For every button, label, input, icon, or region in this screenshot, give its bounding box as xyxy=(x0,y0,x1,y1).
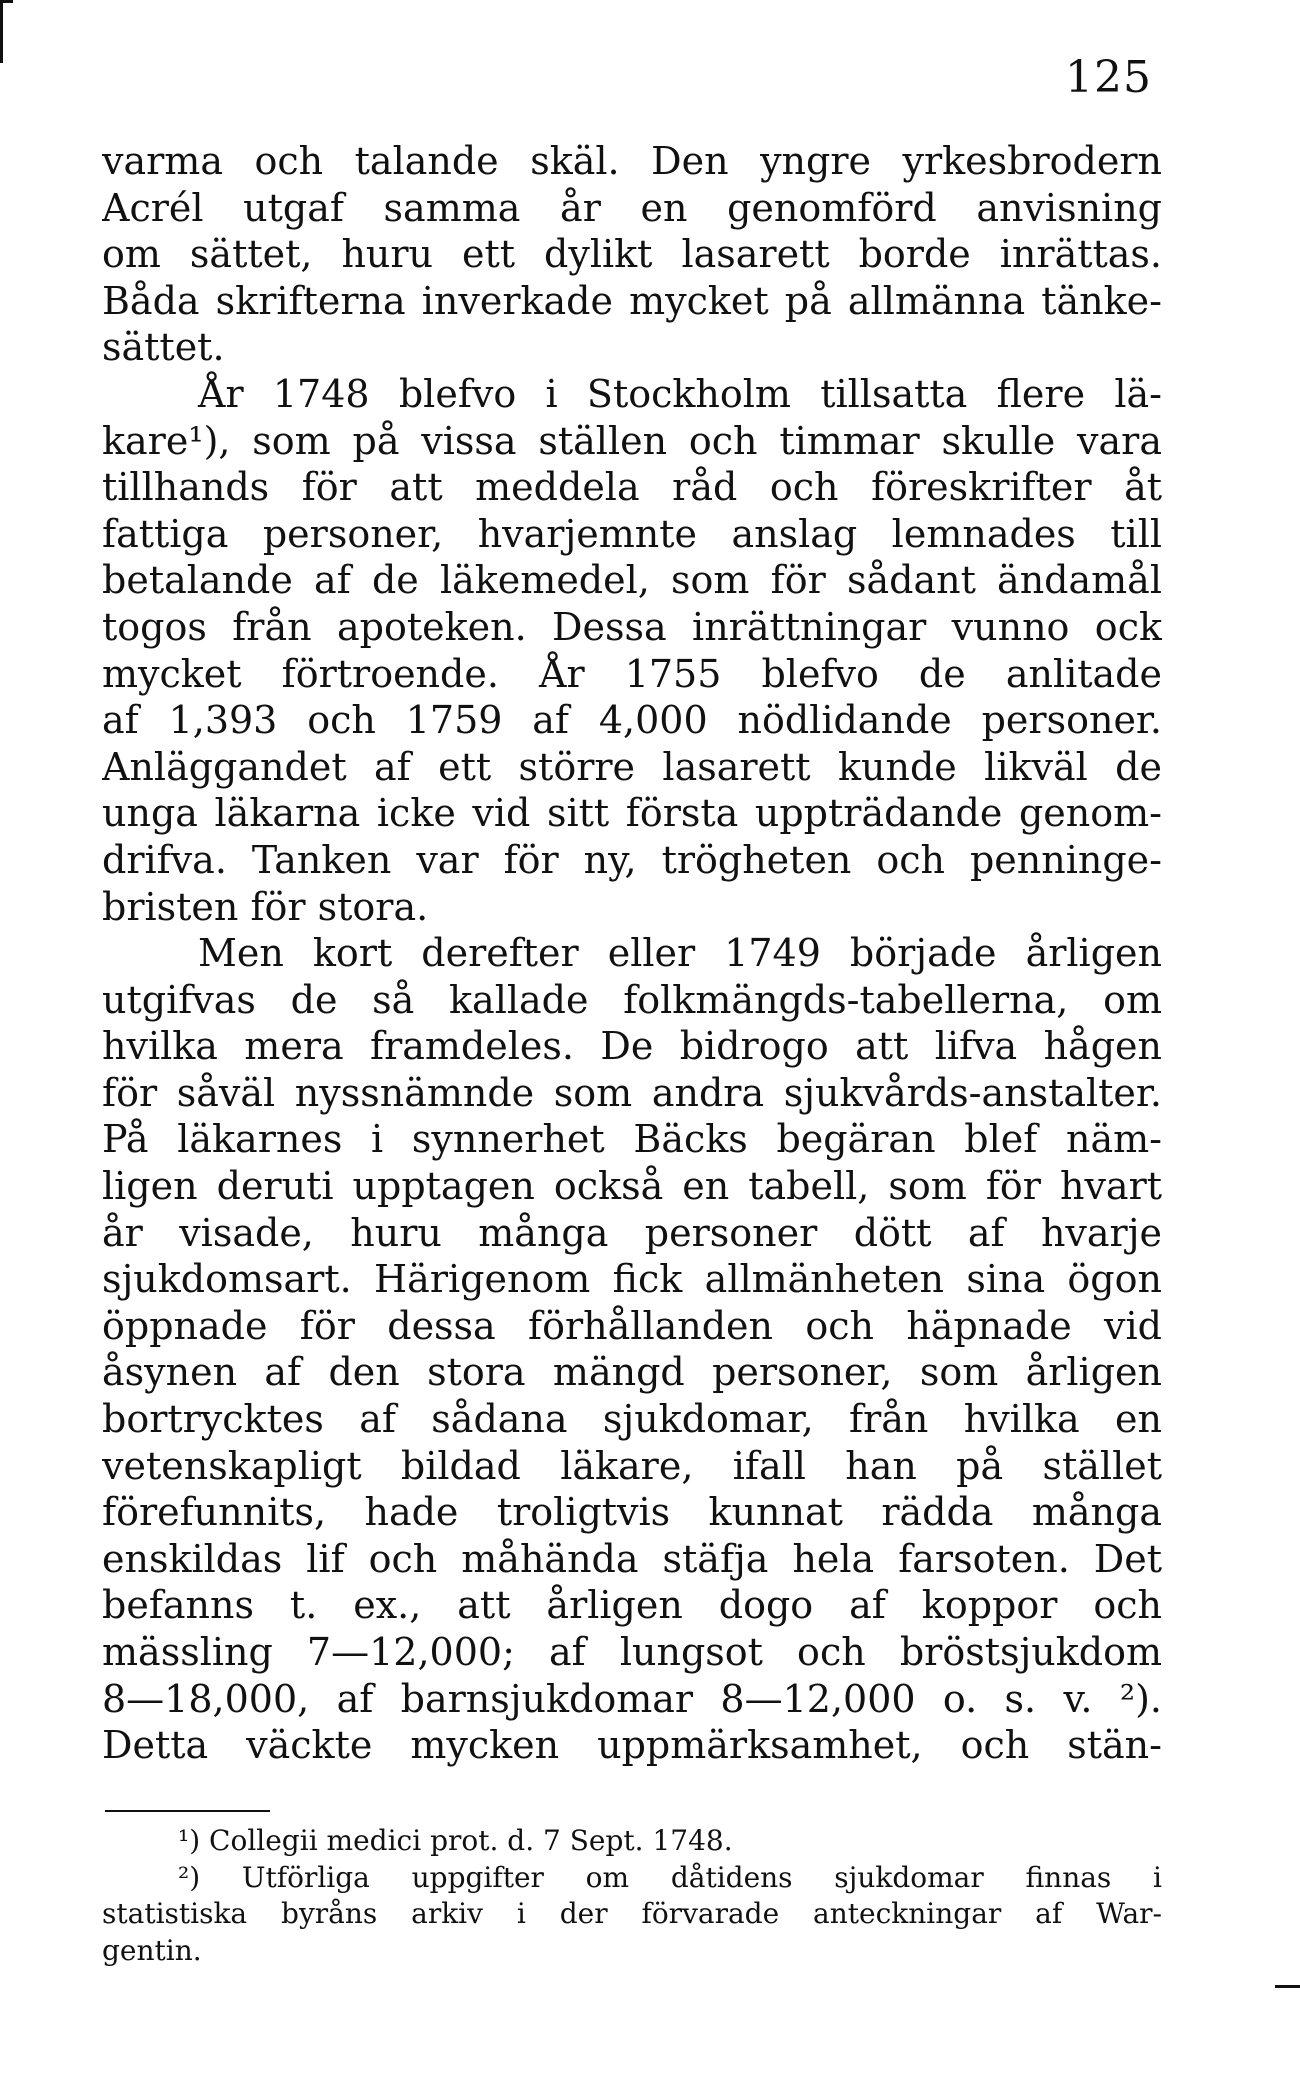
text-line: Detta väckte mycken uppmärksamhet, och stän- xyxy=(102,1723,1162,1768)
text-line: varma och talande skäl. Den yngre yrkesbrodern xyxy=(102,139,1162,183)
text-line: af 1,393 och 1759 af 4,000 nödlidande personer. xyxy=(102,698,1162,743)
text-line: bortrycktes af sådana sjukdomar, från hvilka en xyxy=(102,1397,1162,1442)
text-line: drifva. Tanken var för ny, trögheten och penninge- xyxy=(102,837,1162,882)
text-line: sättet. xyxy=(102,325,225,370)
text-line: Anläggandet af ett större lasarett kunde likväl de xyxy=(102,744,1162,789)
scan-edge-mark xyxy=(1275,1985,1300,1988)
text-line: åsynen af den stora mängd personer, som årligen xyxy=(102,1350,1162,1395)
text-line: om sättet, huru ett dylikt lasarett borde inrättas. xyxy=(102,232,1162,277)
text-line: unga läkarna icke vid sitt första uppträdande genom- xyxy=(102,791,1162,836)
footnote-2-continued: statistiska byråns arkiv i der förvarade anteckningar af War- xyxy=(102,1897,1162,1930)
text-line: År 1748 blefvo i Stockholm tillsatta flere lä- xyxy=(198,371,1162,416)
footnote-2: ²) Utförliga uppgifter om dåtidens sjukdomar finnas i xyxy=(178,1860,1162,1894)
footnote-2-end: gentin. xyxy=(102,1933,202,1967)
footnote-divider xyxy=(105,1810,270,1812)
text-line: förefunnits, hade troligtvis kunnat rädda många xyxy=(102,1490,1162,1535)
text-line: enskildas lif och måhända stäfja hela farsoten. Det xyxy=(102,1536,1162,1581)
text-line: Acrél utgaf samma år en genomförd anvisning xyxy=(102,185,1162,230)
text-line: Men kort derefter eller 1749 började årligen xyxy=(198,931,1162,976)
text-line: mässling 7—12,000; af lungsot och bröstsjukdom xyxy=(102,1630,1162,1674)
text-line: vetenskapligt bildad läkare, ifall han på stället xyxy=(102,1443,1162,1488)
text-line: hvilka mera framdeles. De bidrogo att lifva hågen xyxy=(102,1024,1162,1069)
text-line: På läkarnes i synnerhet Bäcks begäran blef näm- xyxy=(102,1117,1162,1162)
footnote-1: ¹) Collegii medici prot. d. 7 Sept. 1748. xyxy=(178,1824,733,1857)
text-line: bristen för stora. xyxy=(102,884,429,929)
text-line: öppnade för dessa förhållanden och häpnade vid xyxy=(102,1303,1162,1348)
page-number: 125 xyxy=(1065,52,1152,103)
text-line: tillhands för att meddela råd och föreskrifter åt xyxy=(102,465,1162,510)
text-line: mycket förtroende. År 1755 blefvo de anlitade xyxy=(102,651,1162,696)
text-line: togos från apoteken. Dessa inrättningar vunno ock xyxy=(102,604,1162,649)
footnotes xyxy=(102,1823,1162,1969)
text-line: betalande af de läkemedel, som för sådant ändamål xyxy=(102,558,1162,603)
text-line: ligen deruti upptagen också en tabell, som för hvart xyxy=(102,1164,1162,1209)
text-line: Båda skrifterna inverkade mycket på allmänna tänke- xyxy=(102,278,1162,323)
text-line: utgifvas de så kallade folkmängds-tabellerna, om xyxy=(102,977,1162,1022)
scan-corner-mark xyxy=(0,0,13,63)
text-line: för såväl nyssnämnde som andra sjukvårds-anstalter. xyxy=(102,1070,1162,1115)
text-line: kare¹), som på vissa ställen och timmar skulle vara xyxy=(102,418,1162,463)
text-line: år visade, huru många personer dött af hvarje xyxy=(102,1210,1162,1255)
text-line: sjukdomsart. Härigenom fick allmänheten sina ögon xyxy=(102,1257,1162,1302)
body-text xyxy=(102,138,1162,1769)
text-line: fattiga personer, hvarjemnte anslag lemnades till xyxy=(102,511,1162,556)
text-line: 8—18,000, af barnsjukdomar 8—12,000 o. s. v. ²). xyxy=(102,1676,1162,1721)
text-line: befanns t. ex., att årligen dogo af koppor och xyxy=(102,1583,1162,1628)
